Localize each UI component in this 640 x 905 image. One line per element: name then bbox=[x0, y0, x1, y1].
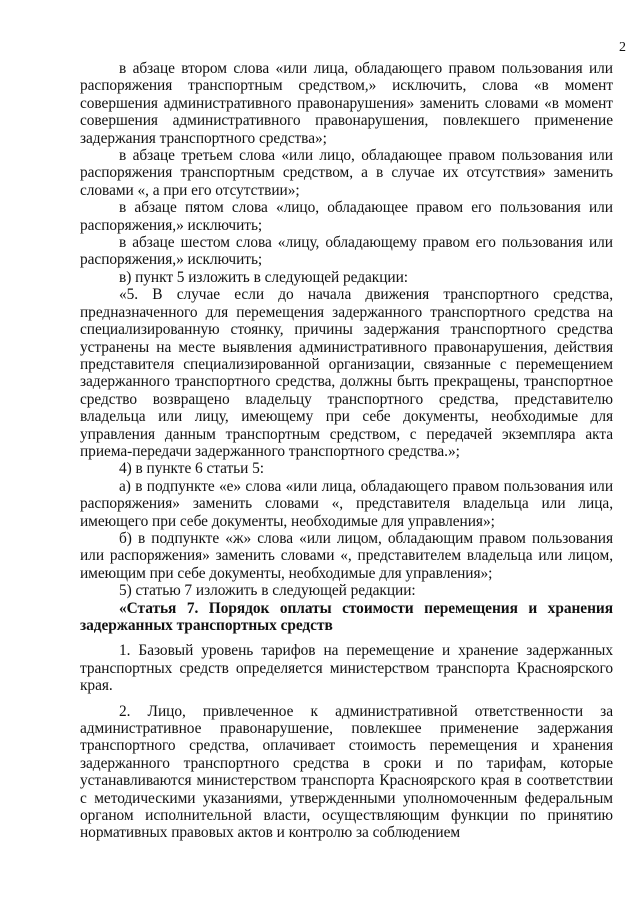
paragraph-9: б) в подпункте «ж» слова «или лицом, обладающим правом пользования или распоряжения» заменить словами «, представителем владельца или лицом, имеющим при себе документы, необходимые для управления»; bbox=[80, 529, 613, 582]
paragraph-7: 4) в пункте 6 статьи 5: bbox=[119, 460, 265, 478]
paragraph-12: 1. Базовый уровень тарифов на перемещение и хранение задержанных транспортных средств определяется министерством транспорта Красноярского края. bbox=[80, 642, 613, 695]
paragraph-10: 5) статью 7 изложить в следующей редакции: bbox=[119, 582, 416, 600]
article-heading: «Статья 7. Порядок оплаты стоимости перемещения и хранения задержанных транспортных средств bbox=[80, 599, 613, 634]
document-body bbox=[80, 60, 613, 842]
paragraph-6: «5. В случае если до начала движения транспортного средства, предназначенного для перемещения задержанного транспортного средства на специализированную стоянку, причины задержания транспортного средства устранены на месте выявления административного правонарушения, действия представителя специализированной организации, связанные с перемещением задержанного транспортного средства, должны быть прекращены, транспортное средство возвращено владельцу транспортного средства, представителю владельца или лицу, имеющему при себе документы, необходимые для управления данным транспортным средством, с передачей экземпляра акта приема-передачи задержанного транспортного средства.»; bbox=[80, 286, 613, 460]
paragraph-2: в абзаце третьем слова «или лицо, обладающее правом пользования или распоряжения транспортным средством, а в случае их отсутствия» заменить словами «, а при его отсутствии»; bbox=[80, 147, 613, 199]
paragraph-8: а) в подпункте «е» слова «или лица, обладающего правом пользования или распоряжения» заменить словами «, представителя владельца или лица, имеющего при себе документы, необходимые для управления»; bbox=[80, 477, 613, 530]
paragraph-4: в абзаце шестом слова «лицу, обладающему правом его пользования или распоряжения,» исключить; bbox=[80, 234, 613, 269]
paragraph-13: 2. Лицо, привлеченное к административной ответственности за административное правонарушение, повлекшее применение задержания транспортного средства, оплачивает стоимость перемещения и хранения задержанного транспортного средства в сроки и по тарифам, которые устанавливаются министерством транспорта Красноярского края в соответствии с методическими указаниями, утвержденными уполномоченным федеральным органом исполнительной власти, осуществляющим функции по принятию нормативных правовых актов и контролю за соблюдением bbox=[80, 702, 613, 842]
paragraph-1: в абзаце втором слова «или лица, обладающего правом пользования или распоряжения транспортным средством,» исключить, слова «в момент совершения административного правонарушения» заменить словами «в момент совершения административного правонарушения, повлекшего применение задержания транспортного средства»; bbox=[80, 60, 613, 147]
page-number: 2 bbox=[619, 40, 626, 55]
paragraph-5: в) пункт 5 изложить в следующей редакции: bbox=[119, 268, 409, 286]
paragraph-3: в абзаце пятом слова «лицо, обладающее правом его пользования или распоряжения,» исключить; bbox=[80, 199, 613, 234]
